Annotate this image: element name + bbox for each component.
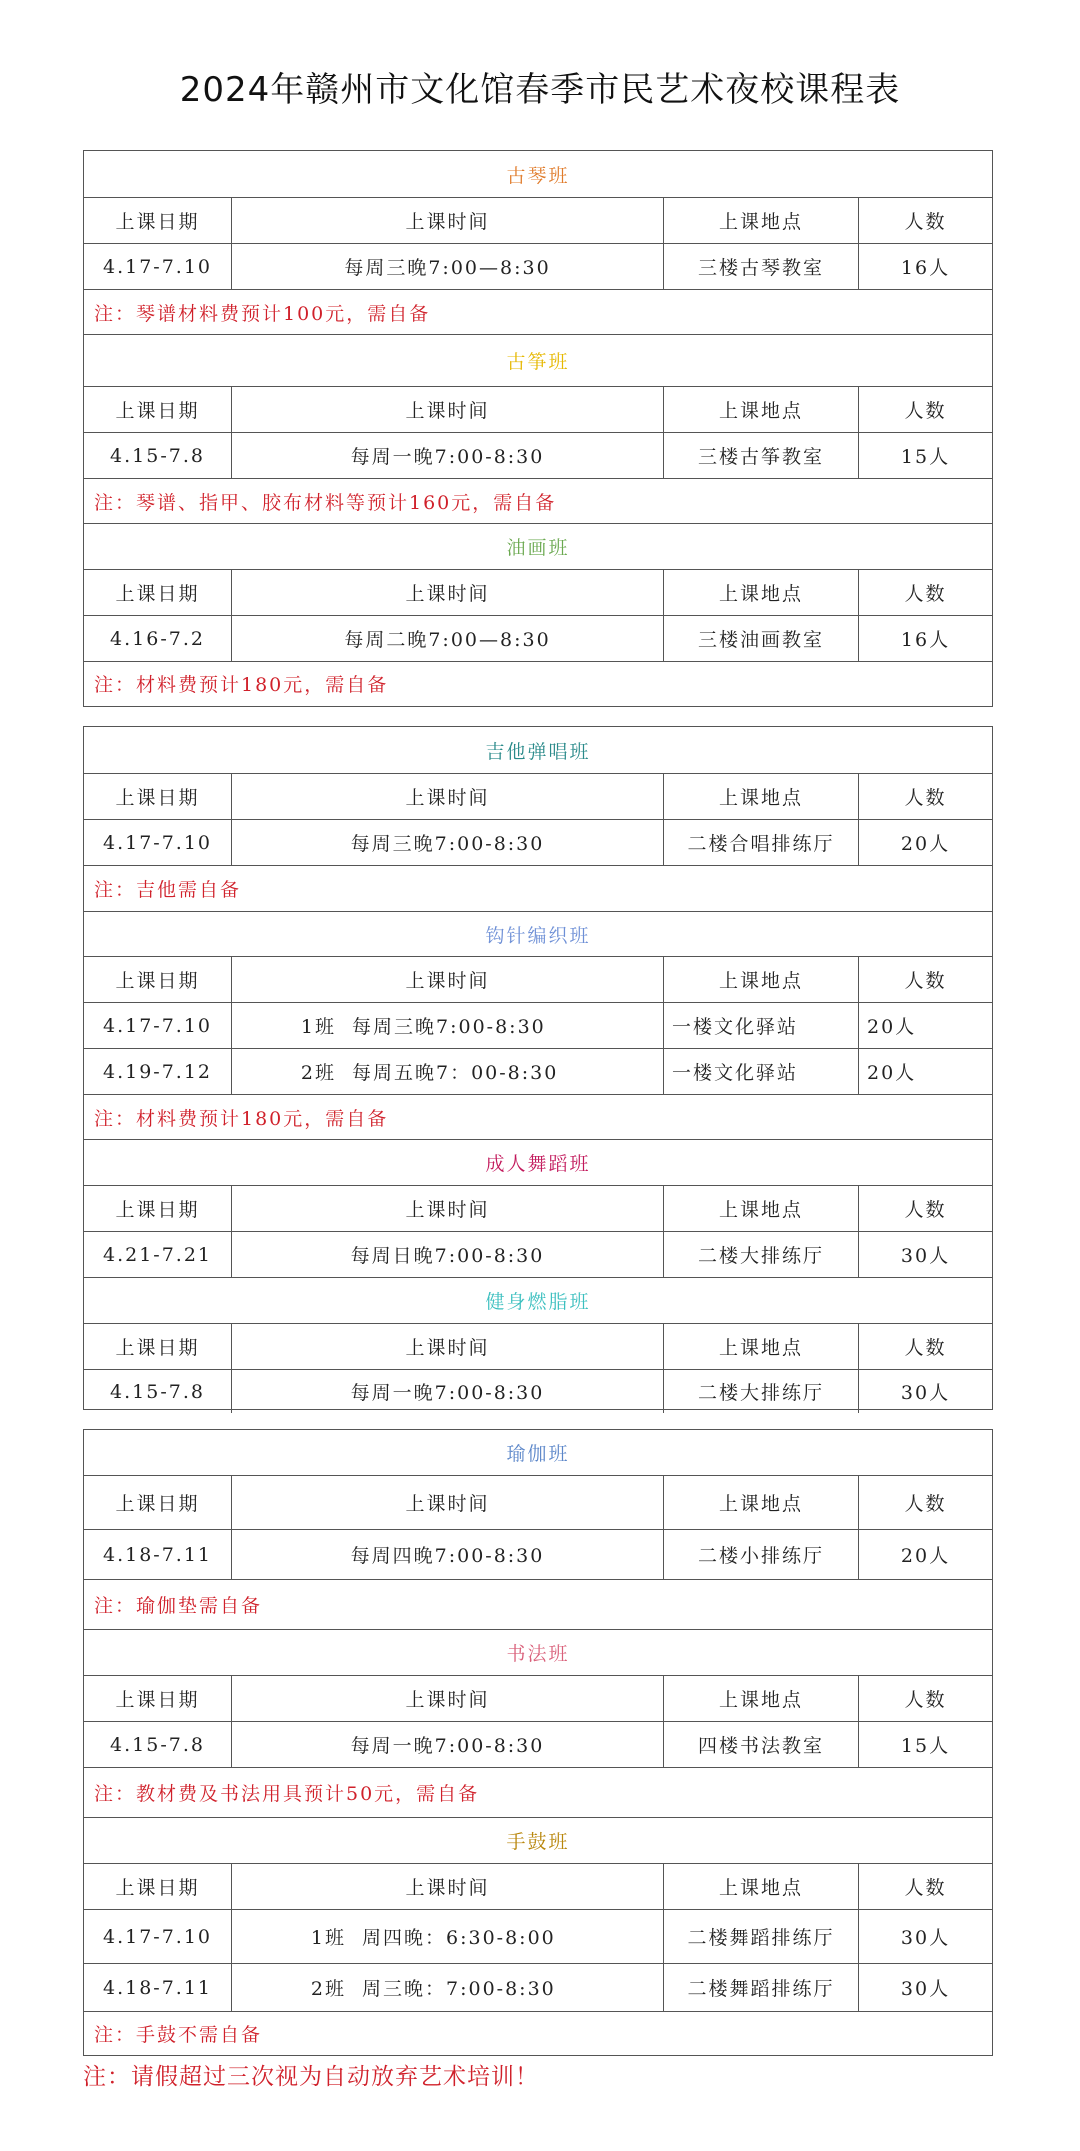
course-count: 30人 — [900, 1382, 951, 1404]
course-place: 三楼古筝教室 — [664, 433, 859, 478]
course-time: 每周三晚7:00-8:30 — [232, 820, 664, 865]
header-time: 上课时间 — [232, 1476, 664, 1529]
class-time: 每周三晚7:00-8:30 — [352, 1016, 546, 1038]
header-date: 上课日期 — [84, 198, 232, 243]
course-title-guzheng: 古筝班 — [506, 351, 570, 373]
header-date: 上课日期 — [84, 774, 232, 819]
class-time: 周三晚：7:00-8:30 — [362, 1978, 556, 2000]
course-title-youhua: 油画班 — [506, 537, 570, 559]
course-note: 注：材料费预计180元，需自备 — [94, 1107, 389, 1130]
table-row — [84, 615, 992, 661]
course-place: 二楼大排练厅 — [664, 1232, 859, 1277]
course-place: 二楼舞蹈排练厅 — [664, 1964, 859, 2011]
course-time — [232, 1910, 664, 1963]
course-note: 注：琴谱、指甲、胶布材料等预计160元，需自备 — [94, 491, 557, 514]
table-row — [84, 1909, 992, 1963]
course-place: 二楼大排练厅 — [664, 1370, 859, 1413]
course-date: 4.15-7.8 — [84, 1370, 232, 1413]
course-date: 4.17-7.10 — [84, 820, 232, 865]
header-count: 人数 — [904, 1493, 947, 1515]
note-row — [84, 865, 992, 911]
course-note: 注：琴谱材料费预计100元，需自备 — [94, 302, 431, 325]
course-title-guqin: 古琴班 — [506, 164, 570, 187]
course-time — [232, 1003, 664, 1048]
course-title-yoga: 瑜伽班 — [506, 1443, 570, 1465]
header-time: 上课时间 — [232, 198, 664, 243]
header-row — [84, 1675, 992, 1721]
course-time: 每周一晚7:00-8:30 — [232, 1370, 664, 1413]
header-row — [84, 956, 992, 1002]
header-place: 上课地点 — [664, 774, 859, 819]
course-place: 二楼舞蹈排练厅 — [664, 1910, 859, 1963]
course-title-row — [84, 1629, 992, 1675]
course-time: 每周二晚7:00—8:30 — [232, 616, 664, 661]
header-place: 上课地点 — [664, 387, 859, 432]
header-count: 人数 — [904, 787, 947, 809]
course-note: 注：手鼓不需自备 — [94, 2024, 263, 2046]
class-time: 每周五晚7：00-8:30 — [352, 1062, 559, 1084]
header-count: 人数 — [904, 1877, 947, 1899]
course-title-row — [84, 334, 992, 386]
schedule-block-1 — [83, 150, 993, 707]
course-count: 16人 — [900, 629, 951, 651]
course-place: 三楼古琴教室 — [664, 244, 859, 289]
table-row — [84, 243, 992, 289]
course-title-row — [84, 1277, 992, 1323]
course-time — [232, 1964, 664, 2011]
note-row — [84, 478, 992, 523]
course-count: 20人 — [900, 1545, 951, 1567]
course-note: 注：教材费及书法用具预计50元，需自备 — [94, 1783, 480, 1805]
course-time: 每周三晚7:00—8:30 — [232, 244, 664, 289]
header-row — [84, 773, 992, 819]
schedule-block-2 — [83, 726, 993, 1410]
header-date: 上课日期 — [84, 1186, 232, 1231]
course-time: 每周四晚7:00-8:30 — [232, 1530, 664, 1579]
course-place: 四楼书法教室 — [664, 1722, 859, 1767]
header-time: 上课时间 — [232, 570, 664, 615]
header-place: 上课地点 — [664, 1676, 859, 1721]
course-title-row — [84, 727, 992, 773]
header-time: 上课时间 — [232, 957, 664, 1002]
course-count: 15人 — [900, 1735, 951, 1757]
header-row — [84, 1863, 992, 1909]
course-time: 每周一晚7:00-8:30 — [232, 1722, 664, 1767]
table-row — [84, 1963, 992, 2011]
header-row — [84, 569, 992, 615]
header-count: 人数 — [904, 1689, 947, 1711]
table-row — [84, 819, 992, 865]
course-date: 4.21-7.21 — [84, 1232, 232, 1277]
page-title: 2024年赣州市文化馆春季市民艺术夜校课程表 — [179, 70, 901, 110]
table-row — [84, 1529, 992, 1579]
header-row — [84, 197, 992, 243]
course-date: 4.19-7.12 — [84, 1049, 232, 1094]
course-count: 20人 — [867, 1016, 917, 1038]
course-date: 4.17-7.10 — [84, 244, 232, 289]
header-time: 上课时间 — [232, 1324, 664, 1369]
course-time: 每周一晚7:00-8:30 — [232, 433, 664, 478]
header-date: 上课日期 — [84, 1324, 232, 1369]
course-note: 注：吉他需自备 — [94, 879, 242, 901]
course-date: 4.18-7.11 — [84, 1530, 232, 1579]
course-count: 16人 — [900, 257, 951, 279]
table-row — [84, 1369, 992, 1413]
course-place: 一楼文化驿站 — [664, 1003, 859, 1048]
course-title-row — [84, 151, 992, 197]
note-row — [84, 289, 992, 334]
table-row — [84, 1048, 992, 1094]
course-time — [232, 1049, 664, 1094]
course-place: 三楼油画教室 — [664, 616, 859, 661]
course-title-row — [84, 1817, 992, 1863]
course-count: 20人 — [867, 1062, 917, 1084]
course-date: 4.16-7.2 — [84, 616, 232, 661]
course-title-guitar: 吉他弹唱班 — [485, 740, 591, 763]
header-row — [84, 1475, 992, 1529]
header-row — [84, 386, 992, 432]
header-count: 人数 — [904, 400, 947, 422]
header-count: 人数 — [904, 970, 947, 992]
note-row — [84, 661, 992, 705]
class-number: 1班 — [310, 1927, 346, 1949]
course-date: 4.17-7.10 — [84, 1910, 232, 1963]
course-title-fitness: 健身燃脂班 — [485, 1291, 591, 1313]
course-title-drum: 手鼓班 — [506, 1831, 570, 1853]
course-date: 4.18-7.11 — [84, 1964, 232, 2011]
class-number: 2班 — [310, 1978, 346, 2000]
header-date: 上课日期 — [84, 570, 232, 615]
header-date: 上课日期 — [84, 1676, 232, 1721]
header-place: 上课地点 — [664, 1476, 859, 1529]
header-row — [84, 1185, 992, 1231]
course-title-crochet: 钩针编织班 — [485, 924, 591, 947]
course-note: 注：瑜伽垫需自备 — [94, 1595, 263, 1617]
header-date: 上课日期 — [84, 387, 232, 432]
final-note: 注：请假超过三次视为自动放弃艺术培训！ — [83, 2064, 539, 2090]
course-place: 二楼合唱排练厅 — [664, 820, 859, 865]
course-date: 4.15-7.8 — [84, 433, 232, 478]
course-count: 20人 — [900, 833, 951, 855]
schedule-block-3 — [83, 1429, 993, 2056]
header-place: 上课地点 — [664, 957, 859, 1002]
header-time: 上课时间 — [232, 387, 664, 432]
course-title-row — [84, 1430, 992, 1475]
table-row — [84, 1231, 992, 1277]
header-count: 人数 — [904, 583, 947, 605]
table-row — [84, 432, 992, 478]
table-row — [84, 1002, 992, 1048]
course-count: 30人 — [900, 1978, 951, 2000]
header-count: 人数 — [904, 1337, 947, 1359]
note-row — [84, 2011, 992, 2055]
course-place: 一楼文化驿站 — [664, 1049, 859, 1094]
header-row — [84, 1323, 992, 1369]
header-date: 上课日期 — [84, 1476, 232, 1529]
header-place: 上课地点 — [664, 1864, 859, 1909]
course-title-calligraphy: 书法班 — [506, 1643, 570, 1665]
course-date: 4.17-7.10 — [84, 1003, 232, 1048]
header-time: 上课时间 — [232, 1864, 664, 1909]
table-row — [84, 1721, 992, 1767]
note-row — [84, 1094, 992, 1139]
header-place: 上课地点 — [664, 1186, 859, 1231]
header-place: 上课地点 — [664, 198, 859, 243]
class-time: 周四晚：6:30-8:00 — [362, 1927, 556, 1949]
course-date: 4.15-7.8 — [84, 1722, 232, 1767]
header-place: 上课地点 — [664, 570, 859, 615]
class-number: 1班 — [300, 1016, 336, 1038]
header-date: 上课日期 — [84, 1864, 232, 1909]
course-count: 15人 — [900, 446, 951, 468]
class-number: 2班 — [300, 1062, 336, 1084]
note-row — [84, 1767, 992, 1817]
course-title-dance: 成人舞蹈班 — [485, 1153, 591, 1175]
header-count: 人数 — [904, 1199, 947, 1221]
course-title-row — [84, 523, 992, 569]
course-count: 30人 — [900, 1245, 951, 1267]
note-row — [84, 1579, 992, 1629]
header-time: 上课时间 — [232, 1676, 664, 1721]
course-count: 30人 — [900, 1927, 951, 1949]
course-note: 注：材料费预计180元，需自备 — [94, 674, 389, 696]
course-place: 二楼小排练厅 — [664, 1530, 859, 1579]
header-time: 上课时间 — [232, 1186, 664, 1231]
header-date: 上课日期 — [84, 957, 232, 1002]
course-title-row — [84, 1139, 992, 1185]
header-place: 上课地点 — [664, 1324, 859, 1369]
course-title-row — [84, 911, 992, 956]
course-time: 每周日晚7:00-8:30 — [232, 1232, 664, 1277]
header-count: 人数 — [904, 211, 947, 233]
header-time: 上课时间 — [232, 774, 664, 819]
